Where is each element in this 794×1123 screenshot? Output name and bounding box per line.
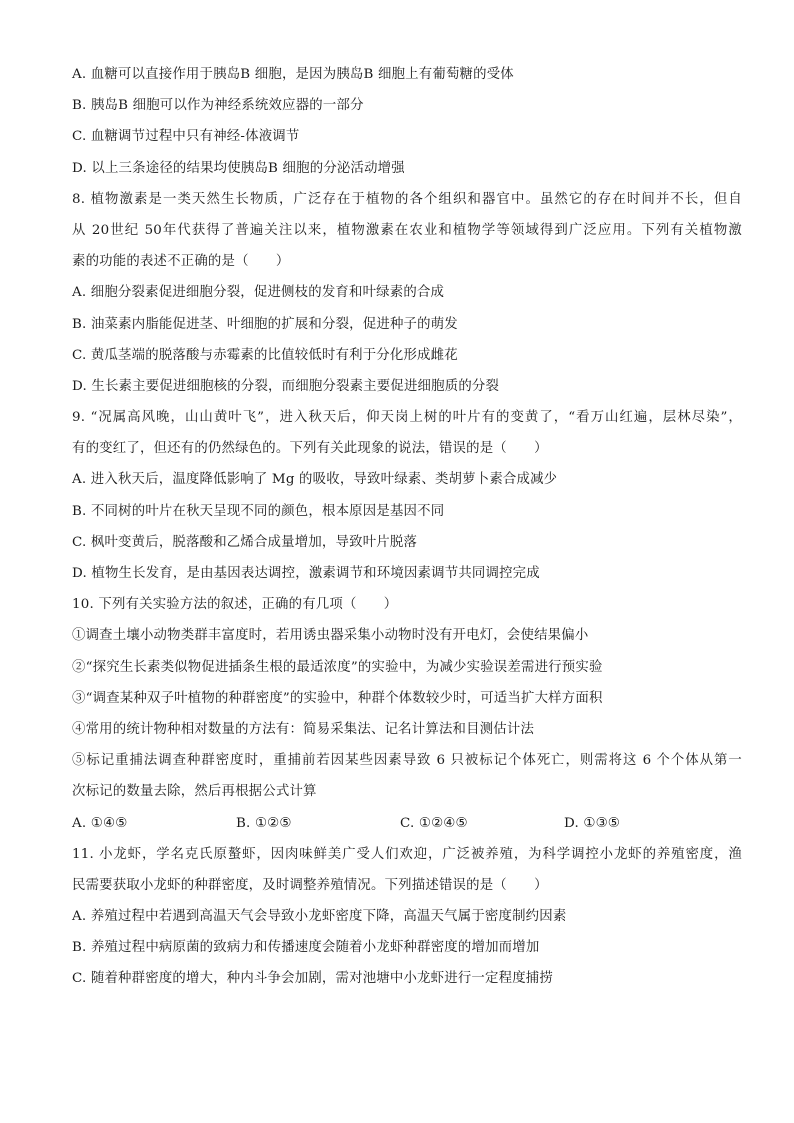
q8-option-a: A. 细胞分裂素促进细胞分裂，促进侧枝的发育和叶绿素的合成 <box>72 285 445 301</box>
q10-option-c: C. ①②④⑤ <box>400 815 468 831</box>
q10-option-d: D. ①③⑤ <box>564 815 620 831</box>
q11-stem-line-1: 11. 小龙虾，学名克氏原螯虾，因肉味鲜美广受人们欢迎，广泛被养殖，为科学调控小龙虾的养殖密度，渔 <box>72 846 742 862</box>
q10-statement-2: ②“探究生长素类似物促进插条生根的最适浓度”的实验中，为减少实验误差需进行预实验 <box>72 659 603 675</box>
q10-statement-4: ④常用的统计物种相对数量的方法有：简易采集法、记名计算法和目测估计法 <box>72 721 535 737</box>
q7-option-c: C. 血糖调节过程中只有神经-体液调节 <box>72 129 300 145</box>
q8-option-c: C. 黄瓜茎端的脱落酸与赤霉素的比值较低时有利于分化形成雌花 <box>72 347 458 363</box>
q10-statement-5-line-1: ⑤标记重捕法调查种群密度时，重捕前若因某些因素导致 6 只被标记个体死亡，则需将这 6 个个体从第一 <box>72 753 742 769</box>
q8-stem-line-1: 8. 植物激素是一类天然生长物质，广泛存在于植物的各个组织和器官中。虽然它的存在时间并不长，但自 <box>72 191 742 207</box>
q7-option-a: A. 血糖可以直接作用于胰岛B 细胞，是因为胰岛B 细胞上有葡萄糖的受体 <box>72 67 514 82</box>
q10-stem: 10. 下列有关实验方法的叙述，正确的有几项（ ） <box>72 597 398 613</box>
q9-stem-line-1: 9. “况属高风晚，山山黄叶飞”，进入秋天后，仰天岗上树的叶片有的变黄了，“看万山红遍，层林尽染”， <box>72 410 742 426</box>
q7-option-d: D. 以上三条途径的结果均使胰岛B 细胞的分泌活动增强 <box>72 160 405 176</box>
q8-option-d: D. 生长素主要促进细胞核的分裂，而细胞分裂素主要促进细胞质的分裂 <box>72 378 500 394</box>
q9-option-c: C. 枫叶变黄后，脱落酸和乙烯合成量增加，导致叶片脱落 <box>72 534 418 550</box>
q10-statement-1: ①调查土壤小动物类群丰富度时，若用诱虫器采集小动物时没有开电灯，会使结果偏小 <box>72 628 589 644</box>
q10-options <box>72 811 742 842</box>
q11-option-a: A. 养殖过程中若遇到高温天气会导致小龙虾密度下降，高温天气属于密度制约因素 <box>72 909 567 925</box>
q8-stem-line-3: 素的功能的表述不正确的是（ ） <box>72 254 290 270</box>
exam-page <box>72 62 742 998</box>
q10-statement-5-line-2: 次标记的数量去除，然后再根据公式计算 <box>72 784 317 800</box>
q8-option-b: B. 油菜素内脂能促进茎、叶细胞的扩展和分裂，促进种子的萌发 <box>72 316 458 332</box>
q7-option-b: B. 胰岛B 细胞可以作为神经系统效应器的一部分 <box>72 98 364 114</box>
q11-stem-line-2: 民需要获取小龙虾的种群密度，及时调整养殖情况。下列描述错误的是（ ） <box>72 877 548 893</box>
q10-option-b: B. ①②⑤ <box>236 815 292 831</box>
q11-option-c: C. 随着种群密度的增大，种内斗争会加剧，需对池塘中小龙虾进行一定程度捕捞 <box>72 971 553 987</box>
q11-option-b: B. 养殖过程中病原菌的致病力和传播速度会随着小龙虾种群密度的增加而增加 <box>72 940 540 956</box>
q10-statement-3: ③“调查某种双子叶植物的种群密度”的实验中，种群个体数较少时，可适当扩大样方面积 <box>72 690 603 706</box>
q9-option-b: B. 不同树的叶片在秋天呈现不同的颜色，根本原因是基因不同 <box>72 503 445 519</box>
q9-stem-line-2: 有的变红了，但还有的仍然绿色的。下列有关此现象的说法，错误的是（ ） <box>72 441 548 457</box>
q8-stem-line-2: 从 20世纪 50年代获得了普遍关注以来，植物激素在农业和植物学等领域得到广泛应用。下列有关植物激 <box>72 222 742 238</box>
q9-option-d: D. 植物生长发育，是由基因表达调控，激素调节和环境因素调节共同调控完成 <box>72 566 540 581</box>
q9-option-a: A. 进入秋天后，温度降低影响了 Mg 的吸收，导致叶绿素、类胡萝卜素合成减少 <box>72 472 558 488</box>
q10-option-a: A. ①④⑤ <box>72 815 128 831</box>
